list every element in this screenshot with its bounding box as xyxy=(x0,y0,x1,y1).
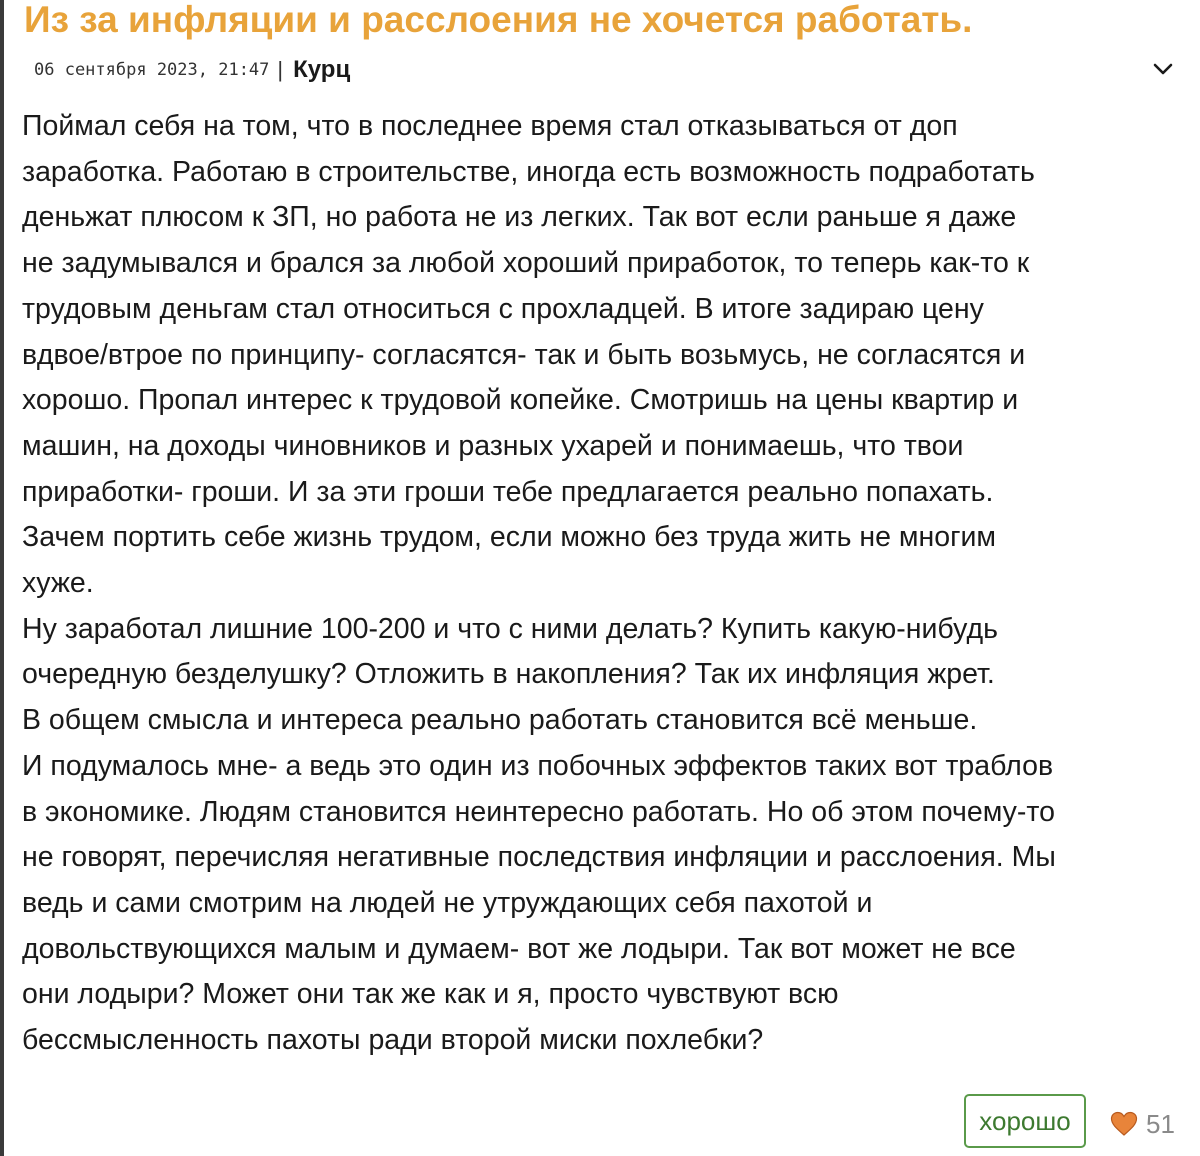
like-button[interactable] xyxy=(1110,1104,1175,1144)
post-body-line: машин, на доходы чиновников и разных ухарей и понимаешь, что твои xyxy=(22,429,964,462)
post-body-line: И подумалось мне- а ведь это один из побочных эффектов таких вот траблов xyxy=(22,749,1054,782)
post-body xyxy=(22,104,1192,1064)
post-body-line: хуже. xyxy=(22,567,94,600)
heart-icon xyxy=(1110,1111,1138,1137)
post-body-line: хорошо. Пропал интерес к трудовой копейке. Смотришь на цены квартир и xyxy=(22,384,1019,417)
post-body-line: заработка. Работаю в строительстве, иногда есть возможность подработать xyxy=(22,155,1035,188)
post-body-line: трудовым деньгам стал относиться с прохладцей. В итоге задираю цену xyxy=(22,292,984,325)
post-title[interactable]: Из за инфляции и расслоения не хочется работать. xyxy=(24,0,973,40)
post-body-line: Поймал себя на том, что в последнее время стал отказываться от доп xyxy=(22,110,958,142)
reaction-good-button[interactable]: хорошо xyxy=(964,1094,1086,1148)
meta-separator: | xyxy=(277,57,284,82)
post-body-line: В общем смысла и интереса реально работать становится всё меньше. xyxy=(22,704,978,737)
post-body-line: деньжат плюсом к ЗП, но работа не из легких. Так вот если раньше я даже xyxy=(22,201,1017,234)
post-body-line: не задумывался и брался за любой хороший приработок, то теперь как-то к xyxy=(22,247,1030,280)
post-body-line: они лодыри? Может они так же как и я, просто чувствуют всю xyxy=(22,978,839,1011)
post-body-line: вдвое/втрое по принципу- согласятся- так и быть возьмусь, не согласятся и xyxy=(22,338,1026,371)
post-author-link[interactable]: Курц xyxy=(293,56,351,83)
post-body-line: Ну заработал лишние 100-200 и что с ними делать? Купить какую-нибудь xyxy=(22,612,998,645)
post-body-line: Зачем портить себе жизнь трудом, если можно без труда жить не многим xyxy=(22,521,997,554)
post xyxy=(22,0,1192,1156)
left-border-line xyxy=(0,0,4,1156)
post-body-line: не говорят, перечисляя негативные последствия инфляции и расслоения. Мы xyxy=(22,841,1056,874)
chevron-down-icon xyxy=(1153,63,1173,75)
post-body-line: довольствующихся малым и думаем- вот же лодыри. Так вот может не все xyxy=(22,932,1016,965)
post-body-line: приработки- гроши. И за эти гроши тебе предлагается реально попахать. xyxy=(22,475,994,508)
collapse-toggle-button[interactable] xyxy=(1148,54,1178,84)
post-body-line: бессмысленность пахоты ради второй миски похлебки? xyxy=(22,1024,764,1057)
post-meta xyxy=(34,54,350,86)
post-body-line: очередную безделушку? Отложить в накопления? Так их инфляция жрет. xyxy=(22,658,995,691)
post-date: 06 сентября 2023, 21:47 xyxy=(34,60,270,80)
post-body-line: в экономике. Людям становится неинтересно работать. Но об этом почему-то xyxy=(22,795,1055,828)
like-count: 51 xyxy=(1146,1108,1175,1139)
post-footer xyxy=(22,1092,1192,1154)
post-body-line: ведь и сами смотрим на людей не утруждающих себя пахотой и xyxy=(22,886,873,919)
